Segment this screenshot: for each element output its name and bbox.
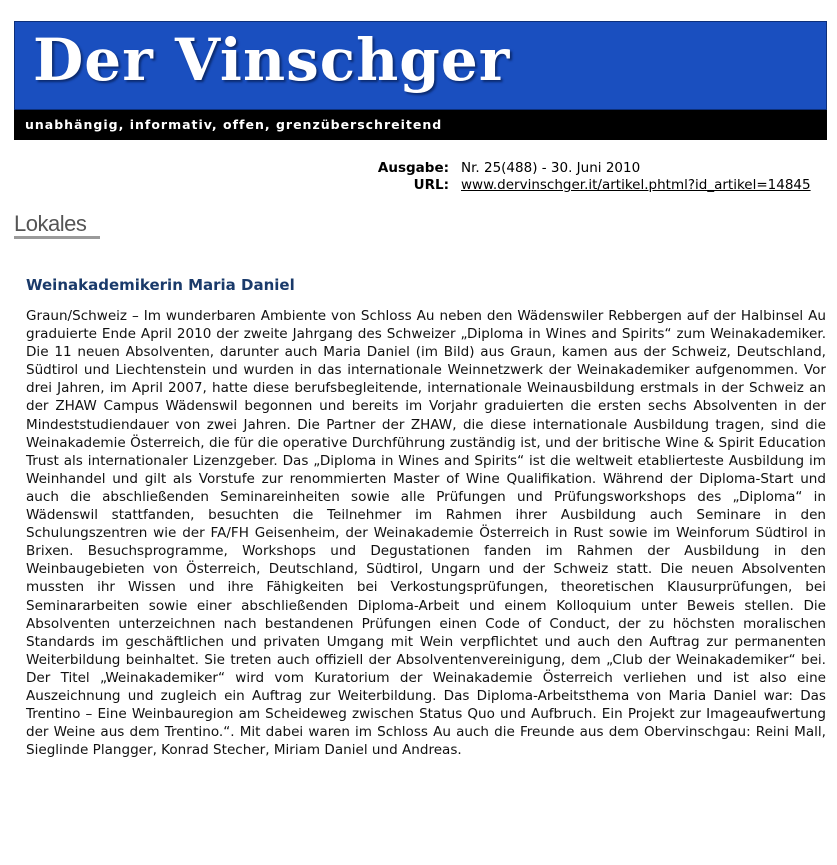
section-underline [14,236,100,239]
newspaper-logo-title: Der Vinschger [33,26,511,94]
url-row [359,177,826,194]
issue-row [359,160,826,177]
masthead-banner [14,21,827,110]
issue-value: Nr. 25(488) - 30. Juni 2010 [461,160,641,176]
tagline: unabhängig, informativ, offen, grenzüberschreitend [25,117,443,132]
tagline-bar [14,110,827,140]
article-url-link[interactable]: www.dervinschger.it/artikel.phtml?id_artikel=14845 [461,177,811,193]
issue-label: Ausgabe: [377,160,449,176]
section-label: Lokales [14,211,87,236]
article-body: Graun/Schweiz – Im wunderbaren Ambiente von Schloss Au neben den Wädenswiler Rebbergen auf der Halbinsel Au graduierte Ende April 2010 der zweite Jahrgang des Schweizer „Diploma in Wines and Spirits“ zum Weinakademiker. Die 11 neuen Absolventen, darunter auch Maria Daniel (im Bild) aus Graun, kamen aus der Schweiz, Deutschland, Südtirol und Liechtenstein und wurden in das internationale Weinnetzwerk der Weinakademiker aufgenommen. Vor drei Jahren, im April 2007, hatte diese berufsbegleitende, internationale Weinausbildung erstmals in der Schweiz an der ZHAW Campus Wädenswil begonnen und bereits im Vorjahr graduierten die ersten sechs Absolventen in der Mindeststudiendauer von zwei Jahren. Die Partner der ZHAW, die diese internationale Ausbildung tragen, sind die Weinakademie Österreich, die für die operative Durchführung zuständig ist, und der britische Wine & Spirit Education Trust als internationaler Lizenzgeber. Das „Diploma in Wines and Spirits“ ist die weltweit etablierteste Ausbildung im Weinhandel und gilt als Vorstufe zur renommierten Master of Wine Qualifikation. Während der Diploma-Start und auch die abschließenden Seminareinheiten sowie alle Prüfungen und Prüfungsworkshops des „Diploma“ in Wädenswil stattfanden, besuchten die Teilnehmer im Rahmen ihrer Ausbildung auch Seminare in den Schulungszentren wie der FA/FH Geisenheim, der Weinakademie Österreich in Rust sowie im Weinforum Südtirol in Brixen. Besuchsprogramme, Workshops und Degustationen fanden im Rahmen der Ausbildung in den Weinbaugebieten von Österreich, Deutschland, Südtirol, Ungarn und der Schweiz statt. Die neuen Absolventen mussten ihr Wissen und ihre Fähigkeiten bei Verkostungsprüfungen, theoretischen Klausurprüfungen, bei Seminararbeiten sowie einer abschließenden Diploma-Arbeit und einem Kolloquium unter Beweis stellen. Die Absolventen unterzeichnen nach bestandenen Prüfungen einen Code of Conduct, der zu höchsten moralischen Standards im geschäftlichen und privaten Umgang mit Wein verpflichtet und auch den Auftrag zur permanenten Weiterbildung beinhaltet. Sie treten auch offiziell der Absolventenvereinigung, dem „Club der Weinakademiker“ bei. Der Titel „Weinakademiker“ wird vom Kuratorium der Weinakademie Österreich verliehen und ist also eine Auszeichnung und zugleich ein Auftrag zur Weiterbildung. Das Diploma-Arbeitsthema von Maria Daniel war: Das Trentino – Eine Weinbauregion am Scheideweg zwischen Status Quo und Aufbruch. Ein Projekt zur Imageaufwertung der Weine aus dem Trentino.“. Mit dabei waren im Schloss Au auch die Freunde aus dem Obervinschgau: Reini Mall, Sieglinde Plangger, Konrad Stecher, Miriam Daniel und Andreas. [26,308,826,759]
url-label: URL: [413,177,449,193]
article-meta [359,160,826,194]
article-headline: Weinakademikerin Maria Daniel [26,276,295,294]
